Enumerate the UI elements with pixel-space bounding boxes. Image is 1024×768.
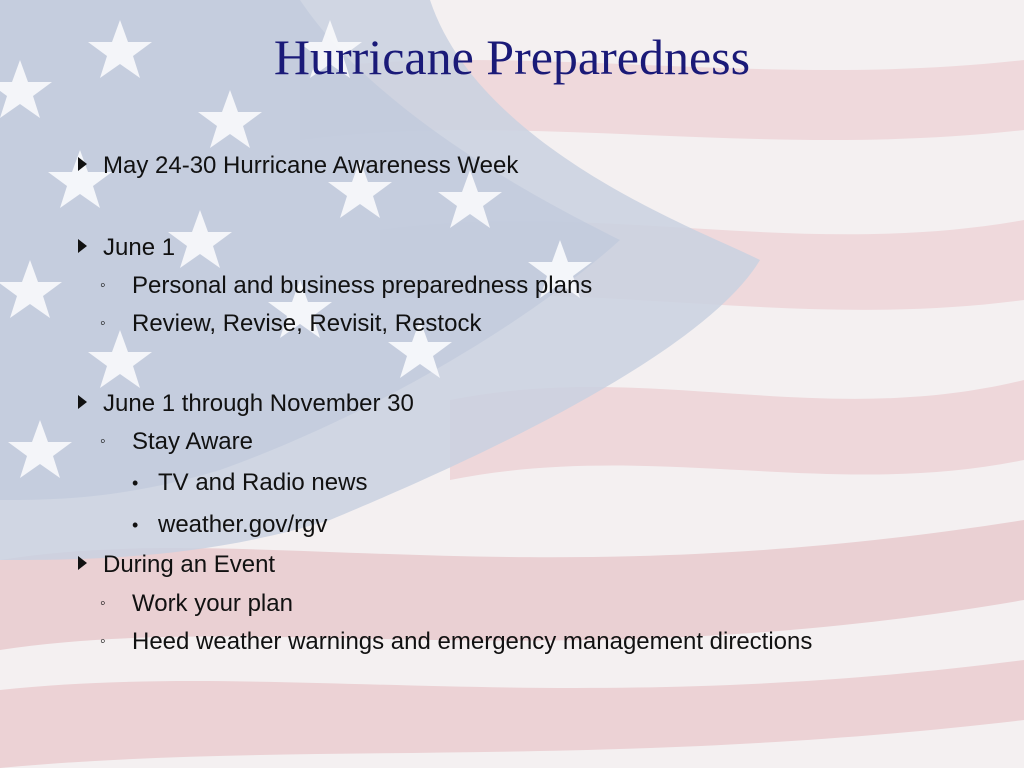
sub-bullet-item <box>100 427 253 457</box>
dot-bullet-icon: • <box>132 473 139 493</box>
triangle-right-icon <box>78 395 87 409</box>
hollow-bullet-icon: ◦ <box>100 595 106 612</box>
dot-bullet-icon: • <box>132 515 139 535</box>
sub-sub-bullet-item <box>132 468 367 498</box>
triangle-right-icon <box>78 157 87 171</box>
sub-bullet-item <box>100 589 293 619</box>
bullet-text: May 24-30 Hurricane Awareness Week <box>103 152 519 179</box>
sub-bullet-item <box>100 271 592 301</box>
bullet-text: weather.gov/rgv <box>158 511 328 538</box>
bullet-text: June 1 <box>103 234 176 261</box>
bullet-text: Stay Aware <box>132 428 253 455</box>
bullet-item <box>78 550 275 580</box>
slide-title: Hurricane Preparedness <box>273 29 751 85</box>
bullet-text: TV and Radio news <box>158 469 368 496</box>
bullet-text: Review, Revise, Revisit, Restock <box>132 310 482 337</box>
hollow-bullet-icon: ◦ <box>100 277 106 294</box>
bullet-text: Heed weather warnings and emergency management directions <box>132 628 813 655</box>
triangle-right-icon <box>78 239 87 253</box>
sub-bullet-item <box>100 309 481 339</box>
bullet-item <box>78 233 175 263</box>
hollow-bullet-icon: ◦ <box>100 315 106 332</box>
sub-sub-bullet-item <box>132 510 327 540</box>
bullet-item <box>78 151 518 181</box>
bullet-text: Personal and business preparedness plans <box>132 272 593 299</box>
bullet-text: June 1 through November 30 <box>103 390 414 417</box>
bullet-item <box>78 389 414 419</box>
bullet-text: Work your plan <box>132 590 293 617</box>
hollow-bullet-icon: ◦ <box>100 633 106 650</box>
triangle-right-icon <box>78 556 87 570</box>
sub-bullet-item <box>100 627 812 657</box>
hollow-bullet-icon: ◦ <box>100 433 106 450</box>
bullet-text: During an Event <box>103 551 276 578</box>
